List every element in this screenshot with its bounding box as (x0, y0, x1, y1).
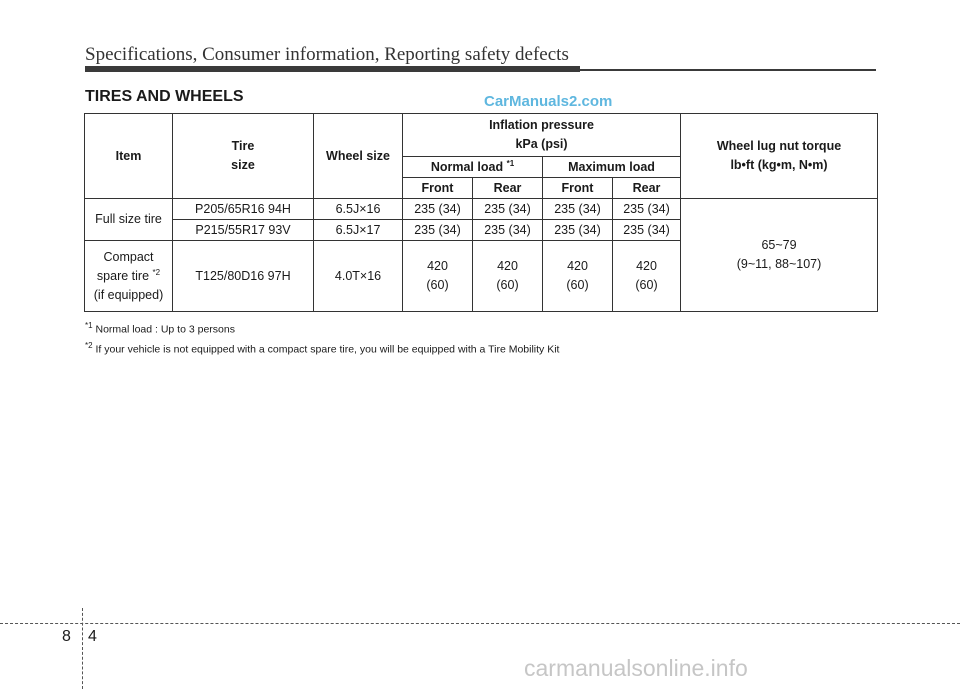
page-chapter: 8 (62, 628, 71, 645)
header-normal-load (403, 157, 543, 178)
footnote-2-mark: *2 (85, 341, 93, 350)
cell-normal-rear: 235 (34) (473, 220, 543, 241)
cell-wheel-size: 6.5J×17 (314, 220, 403, 241)
cell-wheel-size: 4.0T×16 (314, 241, 403, 312)
cell-normal-front: 235 (34) (403, 220, 473, 241)
header-item: Item (85, 114, 173, 199)
header-tire-size (173, 114, 314, 199)
compact-line1: Compact (103, 249, 154, 264)
kpa-value: 420 (497, 259, 518, 273)
header-tire-line2: size (231, 158, 255, 172)
header-wheel-size: Wheel size (314, 114, 403, 199)
header-lug-torque (681, 114, 878, 199)
cell-max-front (543, 241, 613, 312)
header-rule-thick (85, 66, 580, 72)
torque-line2: (9~11, 88~107) (736, 257, 822, 271)
section-title: TIRES AND WHEELS (85, 88, 244, 105)
psi-value: (60) (426, 278, 449, 292)
header-lug-line2: lb•ft (kg•m, N•m) (730, 158, 828, 172)
header-inflation-line2: kPa (psi) (515, 137, 568, 151)
header-inflation-line1: Inflation pressure (489, 118, 594, 132)
header-normal-front: Front (403, 178, 473, 199)
compact-line3: (if equipped) (93, 287, 164, 302)
footnote-2-text: If your vehicle is not equipped with a compact spare tire, you will be equipped with a Tire Mobility Kit (95, 343, 560, 356)
kpa-value: 420 (636, 259, 657, 273)
page-header-title: Specifications, Consumer information, Reporting safety defects (85, 44, 569, 65)
psi-value: (60) (496, 278, 519, 292)
cell-max-rear: 235 (34) (613, 199, 681, 220)
compact-line2 (85, 267, 172, 286)
header-normal-label: Normal load (430, 159, 504, 174)
cell-item-compact (85, 241, 173, 312)
cell-max-rear: 235 (34) (613, 220, 681, 241)
kpa-value: 420 (427, 259, 448, 273)
tire-specs-table (84, 113, 878, 312)
header-tire-line1: Tire (231, 139, 255, 153)
cell-tire-size: T125/80D16 97H (173, 241, 314, 312)
footer-rule (0, 623, 960, 624)
watermark-top: CarManuals2.com (484, 93, 613, 110)
kpa-value: 420 (567, 259, 588, 273)
cell-tire-size: P215/55R17 93V (173, 220, 314, 241)
cell-wheel-size: 6.5J×16 (314, 199, 403, 220)
header-max-rear: Rear (613, 178, 681, 199)
header-normal-rear: Rear (473, 178, 543, 199)
cell-max-front: 235 (34) (543, 199, 613, 220)
cell-tire-size: P205/65R16 94H (173, 199, 314, 220)
footnote-2 (85, 341, 559, 356)
footnote-1-mark: *1 (85, 321, 93, 330)
torque-line1: 65~79 (761, 238, 797, 252)
header-rule-thin (580, 69, 876, 71)
cell-normal-rear (473, 241, 543, 312)
header-lug-line1: Wheel lug nut torque (716, 139, 842, 153)
page-number: 4 (88, 628, 97, 645)
compact-line2-text: spare tire (96, 268, 150, 283)
compact-mark: *2 (152, 267, 161, 277)
watermark-bottom: carmanualsonline.info (524, 655, 748, 681)
footer-divider (82, 608, 83, 689)
header-max-front: Front (543, 178, 613, 199)
cell-max-front: 235 (34) (543, 220, 613, 241)
header-inflation (403, 114, 681, 157)
footnote-1 (85, 321, 235, 336)
cell-normal-rear: 235 (34) (473, 199, 543, 220)
table-row (85, 199, 878, 220)
cell-item: Full size tire (85, 199, 173, 241)
cell-max-rear (613, 241, 681, 312)
header-normal-mark: *1 (506, 158, 515, 168)
header-max-load: Maximum load (543, 157, 681, 178)
cell-normal-front: 235 (34) (403, 199, 473, 220)
psi-value: (60) (566, 278, 589, 292)
cell-lug-torque (681, 199, 878, 312)
footnote-1-text: Normal load : Up to 3 persons (95, 323, 235, 336)
psi-value: (60) (635, 278, 658, 292)
cell-normal-front (403, 241, 473, 312)
